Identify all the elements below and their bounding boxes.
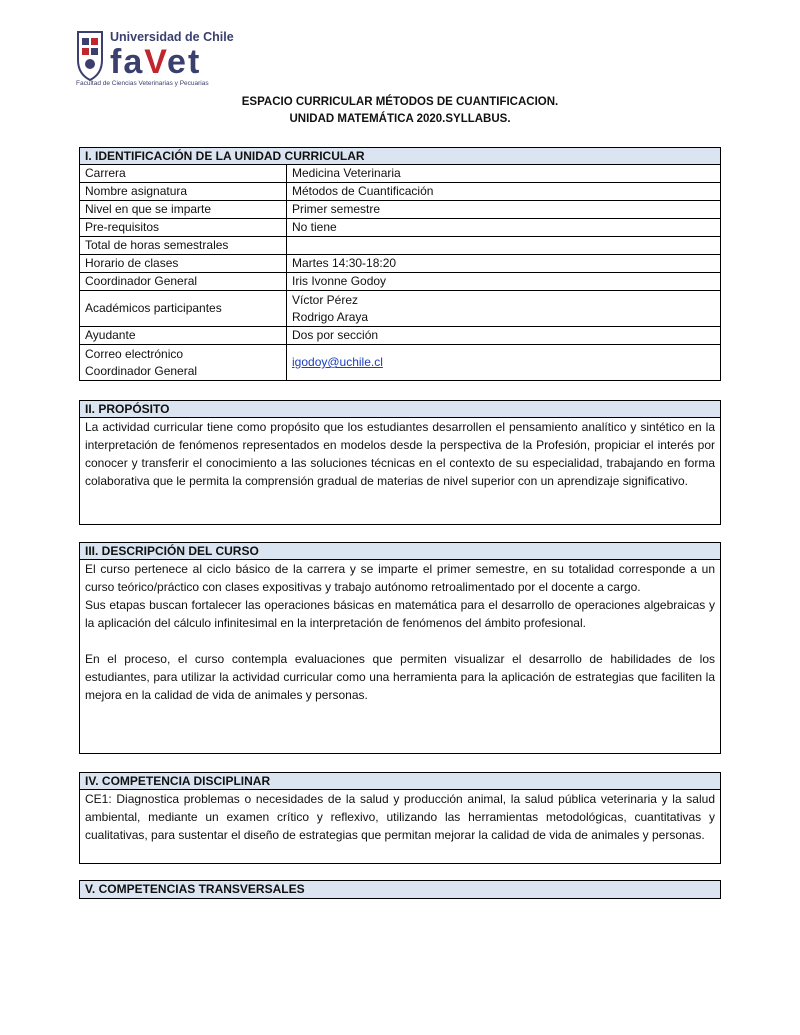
- table-row: [80, 273, 720, 291]
- academic-name: Rodrigo Araya: [292, 309, 369, 324]
- row-label: Nombre asignatura: [80, 183, 287, 201]
- row-label: Nivel en que se imparte: [80, 201, 287, 219]
- university-name: Universidad de Chile: [110, 30, 234, 44]
- brand-v: V: [144, 43, 168, 81]
- row-value: Dos por sección: [287, 327, 721, 345]
- table-row: [80, 291, 720, 327]
- university-logo: [76, 28, 234, 88]
- description-paragraph: El curso pertenece al ciclo básico de la carrera y se imparte el primer semestre, en su totalidad corresponde a un curso teórico/práctico con clases expositivas y trabajo autónomo retroalimentado por el docente a cargo.: [85, 562, 715, 594]
- row-value: Iris Ivonne Godoy: [287, 273, 721, 291]
- identification-section: [79, 147, 721, 381]
- row-label: [80, 345, 287, 381]
- row-value: No tiene: [287, 219, 721, 237]
- row-value: Medicina Veterinaria: [292, 166, 401, 180]
- table-row: [80, 219, 720, 237]
- identification-heading: I. IDENTIFICACIÓN DE LA UNIDAD CURRICULAR: [80, 148, 720, 165]
- document-title: ESPACIO CURRICULAR MÉTODOS DE CUANTIFICACION.: [241, 96, 559, 108]
- description-body: [80, 560, 720, 704]
- row-label: Horario de clases: [80, 255, 287, 273]
- purpose-text: La actividad curricular tiene como propósito que los estudiantes desarrollen el pensamiento analítico y sintético en la interpretación de fenómenos representados en modelos desde la perspectiva de la Profesión, propiciar el interés por conocer y transferir el conocimiento a las soluciones técnicas en el contexto de su especialidad, trabajando en forma colaborativa que le permita la comprensión gradual de materias de nivel superior con un aprendizaje significativo.: [85, 420, 715, 488]
- table-row: [80, 165, 720, 183]
- row-label-line: Coordinador General: [85, 363, 198, 378]
- faculty-brand: [110, 42, 201, 82]
- row-label: Académicos participantes: [80, 291, 287, 327]
- table-row: [80, 327, 720, 345]
- description-paragraph: En el proceso, el curso contempla evaluaciones que permiten visualizar el desarrollo de habilidades de los estudiantes, para utilizar la actividad curricular como una herramienta para la aplicación de estrategias que faciliten la mejora en la calidad de vida de animales y personas.: [85, 652, 715, 702]
- row-label: Carrera: [80, 165, 287, 183]
- row-label: Total de horas semestrales: [80, 237, 287, 255]
- coordinator-email-link[interactable]: igodoy@uchile.cl: [292, 355, 383, 369]
- document-subtitle: UNIDAD MATEMÁTICA 2020.SYLLABUS.: [289, 113, 511, 125]
- row-value: Martes 14:30-18:20: [287, 255, 721, 273]
- description-heading: III. DESCRIPCIÓN DEL CURSO: [80, 543, 720, 560]
- university-crest-icon: [76, 30, 104, 82]
- table-row: [80, 345, 720, 381]
- row-value: [287, 291, 721, 327]
- row-value: Métodos de Cuantificación: [287, 183, 721, 201]
- competence-section: [79, 772, 721, 864]
- competence-heading: IV. COMPETENCIA DISCIPLINAR: [80, 773, 720, 790]
- row-label: Coordinador General: [80, 273, 287, 291]
- row-value: [287, 345, 721, 381]
- table-row: [80, 201, 720, 219]
- academic-name: Víctor Pérez: [292, 292, 359, 307]
- row-label-line: Correo electrónico: [85, 346, 184, 361]
- purpose-heading: II. PROPÓSITO: [80, 401, 720, 418]
- purpose-section: [79, 400, 721, 525]
- row-value: Primer semestre: [287, 201, 721, 219]
- faculty-caption-wrap: [76, 80, 226, 90]
- brand-prefix: fa: [110, 43, 145, 81]
- table-row: [80, 183, 720, 201]
- row-label: Ayudante: [80, 327, 287, 345]
- competence-text: CE1: Diagnostica problemas o necesidades de la salud y producción animal, la salud pública veterinaria y la salud ambiental, mediante un examen crítico y reflexivo, utilizando las herramientas metodológicas, cuantitativas y cualitativas, para sustentar el diseño de estrategias que permitan mejorar la calidad de vida de animales y personas.: [85, 792, 715, 842]
- row-label: Pre-requisitos: [80, 219, 287, 237]
- brand-suffix: et: [167, 43, 202, 81]
- table-row: [80, 237, 720, 255]
- description-section: [79, 542, 721, 754]
- row-value: [287, 237, 721, 255]
- transversal-section: [79, 880, 721, 899]
- description-paragraph: Sus etapas buscan fortalecer las operaciones básicas en matemática para el desarrollo de operaciones algebraicas y la aplicación del cálculo infinitesimal en la interpretación de fenómenos del ámbito profesional.: [85, 598, 715, 630]
- identification-table: [80, 165, 720, 380]
- faculty-name: Facultad de Ciencias Veterinarias y Pecuarias: [76, 80, 209, 87]
- table-row: [80, 255, 720, 273]
- transversal-heading: V. COMPETENCIAS TRANSVERSALES: [80, 881, 720, 898]
